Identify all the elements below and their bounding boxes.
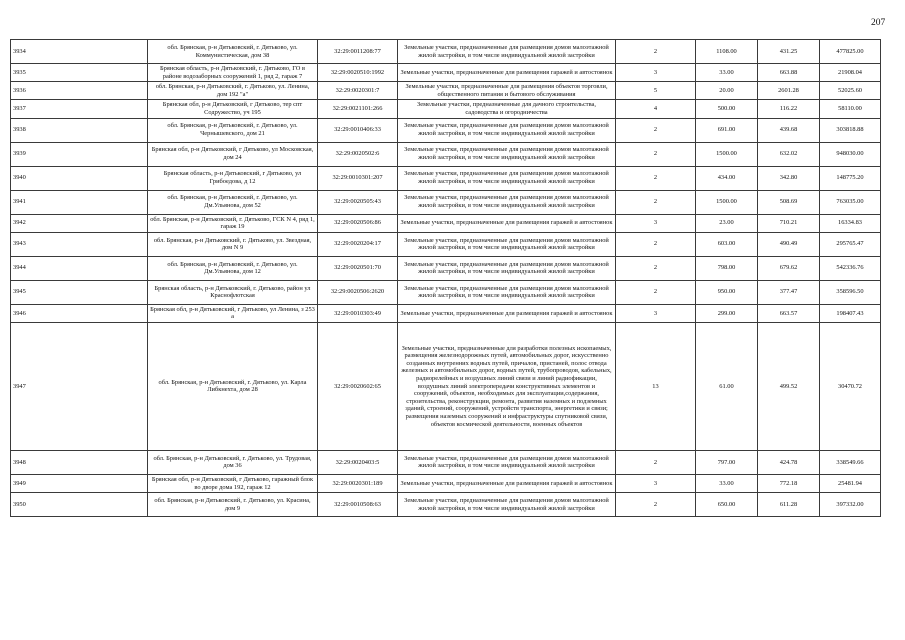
table-row (11, 232, 881, 256)
address-cell: обл. Брянская, р-н Дятьковский, г. Дятьково, ГСК N 4, ряд 1, гараж 19 (148, 214, 318, 232)
address-cell: обл. Брянская, р-н Дятьковский, г. Дятьково, ул. Дм.Ульянова, дом 52 (148, 190, 318, 214)
unit-value-cell: 679.62 (758, 256, 820, 280)
address-cell: обл. Брянская, р-н Дятьковский, г. Дятьково, ул. Ленина, дом 192 "а" (148, 82, 318, 100)
table-body (11, 40, 881, 517)
cadastral-value-cell: 16334.83 (820, 214, 881, 232)
table-row (11, 40, 881, 64)
address-cell: обл. Брянская, р-н Дятьковский, г. Дятьково, ул. Коммунистическая, дом 38 (148, 40, 318, 64)
land-use-cell: Земельные участки, предназначенные для размещения домов малоэтажной жилой застройки, в том числе индивидуальной жилой застройки (398, 118, 616, 142)
row-number-cell: 3949 (11, 474, 148, 492)
land-use-cell: Земельные участки, предназначенные для размещения домов малоэтажной жилой застройки, в том числе индивидуальной жилой застройки (398, 166, 616, 190)
row-number-cell: 3945 (11, 280, 148, 304)
address-cell: обл. Брянская, р-н Дятьковский, г. Дятьково, ул. Красина, дом 9 (148, 493, 318, 517)
cadastral-number-cell: 32:29:0020510:1992 (318, 64, 398, 82)
cadastral-number-cell: 32:29:0020301:7 (318, 82, 398, 100)
category-cell: 2 (616, 493, 696, 517)
table-row (11, 166, 881, 190)
address-cell: обл. Брянская, р-н Дятьковский, г. Дятьково, ул. Чернышевского, дом 21 (148, 118, 318, 142)
cadastral-number-cell: 32:29:0020505:43 (318, 190, 398, 214)
cadastral-value-cell: 397332.00 (820, 493, 881, 517)
cadastral-number-cell: 32:29:0020502:6 (318, 142, 398, 166)
area-cell: 299.00 (696, 304, 758, 322)
area-cell: 603.00 (696, 232, 758, 256)
row-number-cell: 3940 (11, 166, 148, 190)
row-number-cell: 3944 (11, 256, 148, 280)
category-cell: 2 (616, 256, 696, 280)
address-cell: Брянская область, р-н Дятьковский, г. Дятьково, ГО в районе водозаборных сооружений 1, ряд 2, гараж 7 (148, 64, 318, 82)
address-cell: Брянская обл, р-н Дятьковский, г Дятьково, гаражный блок во дворе дома 192, гараж 12 (148, 474, 318, 492)
cadastral-number-cell: 32:29:0020501:70 (318, 256, 398, 280)
table-row (11, 322, 881, 450)
address-cell: обл. Брянская, р-н Дятьковский, г. Дятьково, ул. Дм.Ульянова, дом 12 (148, 256, 318, 280)
table-row (11, 304, 881, 322)
land-use-cell: Земельные участки, предназначенные для размещения гаражей и автостоянок (398, 64, 616, 82)
land-use-cell: Земельные участки, предназначенные для размещения домов малоэтажной жилой застройки, в том числе индивидуальной жилой застройки (398, 493, 616, 517)
unit-value-cell: 632.02 (758, 142, 820, 166)
category-cell: 3 (616, 64, 696, 82)
cadastral-value-cell: 52025.60 (820, 82, 881, 100)
category-cell: 2 (616, 166, 696, 190)
land-use-cell: Земельные участки, предназначенные для размещения домов малоэтажной жилой застройки, в том числе индивидуальной жилой застройки (398, 256, 616, 280)
area-cell: 20.00 (696, 82, 758, 100)
table-row (11, 118, 881, 142)
row-number-cell: 3943 (11, 232, 148, 256)
category-cell: 5 (616, 82, 696, 100)
area-cell: 1500.00 (696, 190, 758, 214)
table-row (11, 64, 881, 82)
cadastral-value-cell: 477825.00 (820, 40, 881, 64)
row-number-cell: 3942 (11, 214, 148, 232)
table-row (11, 256, 881, 280)
address-cell: Брянская обл, р-н Дятьковский, г Дятьково, ул Московская, дом 24 (148, 142, 318, 166)
land-use-cell: Земельные участки, предназначенные для размещения домов малоэтажной жилой застройки, в том числе индивидуальной жилой застройки (398, 280, 616, 304)
land-use-cell: Земельные участки, предназначенные для размещения гаражей и автостоянок (398, 214, 616, 232)
table-row (11, 450, 881, 474)
cadastral-number-cell: 32:29:0020204:17 (318, 232, 398, 256)
area-cell: 1108.00 (696, 40, 758, 64)
address-cell: обл. Брянская, р-н Дятьковский, г. Дятьково, ул. Карла Либкнехта, дом 28 (148, 322, 318, 450)
row-number-cell: 3934 (11, 40, 148, 64)
cadastral-number-cell: 32:29:0021101:266 (318, 100, 398, 118)
row-number-cell: 3950 (11, 493, 148, 517)
unit-value-cell: 377.47 (758, 280, 820, 304)
unit-value-cell: 508.69 (758, 190, 820, 214)
unit-value-cell: 710.21 (758, 214, 820, 232)
table-row (11, 214, 881, 232)
table-row (11, 142, 881, 166)
cadastral-number-cell: 32:29:0020506:2620 (318, 280, 398, 304)
category-cell: 2 (616, 450, 696, 474)
unit-value-cell: 116.22 (758, 100, 820, 118)
table-row (11, 474, 881, 492)
cadastral-number-cell: 32:29:0011208:77 (318, 40, 398, 64)
area-cell: 23.00 (696, 214, 758, 232)
unit-value-cell: 499.52 (758, 322, 820, 450)
area-cell: 500.00 (696, 100, 758, 118)
unit-value-cell: 772.18 (758, 474, 820, 492)
table-row (11, 280, 881, 304)
table-row (11, 100, 881, 118)
category-cell: 3 (616, 474, 696, 492)
land-use-cell: Земельные участки, предназначенные для размещения домов малоэтажной жилой застройки, в том числе индивидуальной жилой застройки (398, 40, 616, 64)
area-cell: 797.00 (696, 450, 758, 474)
row-number-cell: 3946 (11, 304, 148, 322)
area-cell: 650.00 (696, 493, 758, 517)
category-cell: 2 (616, 280, 696, 304)
category-cell: 3 (616, 214, 696, 232)
cadastral-value-cell: 25481.94 (820, 474, 881, 492)
cadastral-number-cell: 32:29:0010406:33 (318, 118, 398, 142)
area-cell: 1500.00 (696, 142, 758, 166)
cadastral-value-cell: 948030.00 (820, 142, 881, 166)
cadastral-value-cell: 303818.88 (820, 118, 881, 142)
table-row (11, 190, 881, 214)
row-number-cell: 3935 (11, 64, 148, 82)
cadastral-value-cell: 30470.72 (820, 322, 881, 450)
category-cell: 2 (616, 40, 696, 64)
category-cell: 4 (616, 100, 696, 118)
category-cell: 2 (616, 118, 696, 142)
row-number-cell: 3937 (11, 100, 148, 118)
unit-value-cell: 424.78 (758, 450, 820, 474)
address-cell: Брянская обл, р-н Дятьковский, г Дятьково, ул Ленина, з 253 а (148, 304, 318, 322)
cadastral-value-cell: 338549.66 (820, 450, 881, 474)
row-number-cell: 3941 (11, 190, 148, 214)
cadastral-value-cell: 198407.43 (820, 304, 881, 322)
unit-value-cell: 439.68 (758, 118, 820, 142)
area-cell: 798.00 (696, 256, 758, 280)
cadastral-value-cell: 58110.00 (820, 100, 881, 118)
area-cell: 434.00 (696, 166, 758, 190)
cadastral-value-cell: 148775.20 (820, 166, 881, 190)
row-number-cell: 3948 (11, 450, 148, 474)
land-use-cell: Земельные участки, предназначенные для дачного строительства, садоводства и огородничества (398, 100, 616, 118)
cadastral-number-cell: 32:29:0020506:86 (318, 214, 398, 232)
area-cell: 33.00 (696, 474, 758, 492)
land-use-cell: Земельные участки, предназначенные для разработки полезных ископаемых, размещения железнодорожных путей, автомобильных дорог, искусственно созданных внутренних водных путей, причалов, пристаней, полос отвода железных и автомобильных дорог, водных путей, трубопроводов, кабельных, радиорелейных и воздушных линий связи и линий радиофикации, воздушных линий электропередачи конструктивных элементов и сооружений, объектов, необходимых для эксплуатации,содержания, строительства, реконструкции, ремонта, развития наземных и подземных зданий, строений, сооружений, устройств транспорта, энергетики и связи; размещения наземных сооружений и инфраструктуры спутниковой связи, объектов космической деятельности, военных объектов (398, 322, 616, 450)
address-cell: Брянская область, р-н Дятьковский, г Дятьково, ул Грибоедова, д 12 (148, 166, 318, 190)
unit-value-cell: 2601.28 (758, 82, 820, 100)
cadastral-number-cell: 32:29:0010508:63 (318, 493, 398, 517)
land-use-cell: Земельные участки, предназначенные для размещения домов малоэтажной жилой застройки, в том числе индивидуальной жилой застройки (398, 190, 616, 214)
land-use-cell: Земельные участки, предназначенные для размещения объектов торговли, общественного питания и бытового обслуживания (398, 82, 616, 100)
category-cell: 2 (616, 142, 696, 166)
row-number-cell: 3936 (11, 82, 148, 100)
address-cell: Брянская область, р-н Дятьковский, г. Дятьково, район ул Краснофлотская (148, 280, 318, 304)
category-cell: 2 (616, 190, 696, 214)
land-use-cell: Земельные участки, предназначенные для размещения домов малоэтажной жилой застройки, в том числе индивидуальной жилой застройки (398, 142, 616, 166)
cadastral-value-cell: 21908.04 (820, 64, 881, 82)
row-number-cell: 3938 (11, 118, 148, 142)
cadastral-number-cell: 32:29:0020403:5 (318, 450, 398, 474)
cadastral-number-cell: 32:29:0010301:207 (318, 166, 398, 190)
table-row (11, 82, 881, 100)
cadastral-number-cell: 32:29:0020301:189 (318, 474, 398, 492)
land-use-cell: Земельные участки, предназначенные для размещения гаражей и автостоянок (398, 474, 616, 492)
category-cell: 3 (616, 304, 696, 322)
unit-value-cell: 663.88 (758, 64, 820, 82)
address-cell: Брянская обл, р-н Дятьковский, г Дятьково, тер спт Содружество, уч 195 (148, 100, 318, 118)
area-cell: 33.00 (696, 64, 758, 82)
category-cell: 2 (616, 232, 696, 256)
area-cell: 691.00 (696, 118, 758, 142)
address-cell: обл. Брянская, р-н Дятьковский, г. Дятьково, ул. Звездная, дом N 9 (148, 232, 318, 256)
cadastral-value-table (10, 39, 881, 517)
unit-value-cell: 342.80 (758, 166, 820, 190)
land-use-cell: Земельные участки, предназначенные для размещения гаражей и автостоянок (398, 304, 616, 322)
row-number-cell: 3939 (11, 142, 148, 166)
cadastral-value-cell: 542336.76 (820, 256, 881, 280)
unit-value-cell: 490.49 (758, 232, 820, 256)
unit-value-cell: 663.57 (758, 304, 820, 322)
cadastral-number-cell: 32:29:0020602:65 (318, 322, 398, 450)
address-cell: обл. Брянская, р-н Дятьковский, г. Дятьково, ул. Трудовая, дом 36 (148, 450, 318, 474)
row-number-cell: 3947 (11, 322, 148, 450)
cadastral-value-cell: 358596.50 (820, 280, 881, 304)
unit-value-cell: 431.25 (758, 40, 820, 64)
area-cell: 950.00 (696, 280, 758, 304)
page-number: 207 (871, 18, 886, 28)
category-cell: 13 (616, 322, 696, 450)
land-use-cell: Земельные участки, предназначенные для размещения домов малоэтажной жилой застройки, в том числе индивидуальной жилой застройки (398, 232, 616, 256)
cadastral-number-cell: 32:29:0010303:49 (318, 304, 398, 322)
cadastral-value-cell: 763035.00 (820, 190, 881, 214)
area-cell: 61.00 (696, 322, 758, 450)
land-use-cell: Земельные участки, предназначенные для размещения домов малоэтажной жилой застройки, в том числе индивидуальной жилой застройки (398, 450, 616, 474)
cadastral-value-cell: 295765.47 (820, 232, 881, 256)
table-row (11, 493, 881, 517)
unit-value-cell: 611.28 (758, 493, 820, 517)
